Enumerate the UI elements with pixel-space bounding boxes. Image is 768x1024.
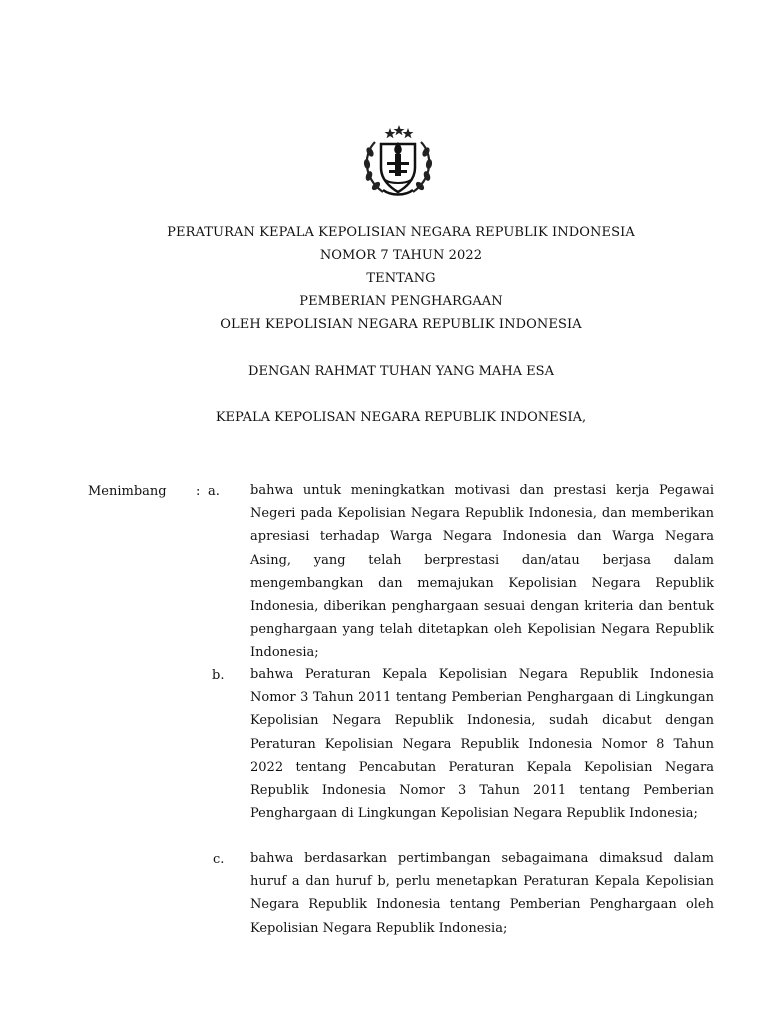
regulation-title — [0, 222, 768, 337]
item-text-b: bahwa Peraturan Kepala Kepolisian Negara Republik Indonesia Nomor 3 Tahun 2011 tentang Pemberian Penghargaan di Lingkungan Kepolisian Negara Republik Indonesia, sudah dicabut dengan Peraturan Kepolisian Negara Republik Indonesia Nomor 8 Tahun 2022 tentang Pencabutan Peraturan Kepala Kepolisian Negara Republik Indonesia Nomor 3 Tahun 2011 tentang Pemberian Penghargaan di Lingkungan Kepolisian Negara Republik Indonesia; — [250, 667, 714, 822]
title-line-4: PEMBERIAN PENGHARGAAN — [299, 294, 503, 309]
menimbang-label: Menimbang — [88, 484, 167, 499]
authority-line: KEPALA KEPOLISAN NEGARA REPUBLIK INDONESIA, — [215, 410, 587, 425]
title-line-2: NOMOR 7 TAHUN 2022 — [319, 248, 483, 263]
item-text-c: bahwa berdasarkan pertimbangan sebagaimana dimaksud dalam huruf a dan huruf b, perlu menetapkan Peraturan Kepala Kepolisian Negara Republik Indonesia tentang Pemberian Penghargaan oleh Kepolisian Negara Republik Indonesia; — [250, 851, 714, 936]
invocation: DENGAN RAHMAT TUHAN YANG MAHA ESA — [248, 364, 554, 379]
item-letter-c: c. — [213, 852, 225, 867]
title-line-1: PERATURAN KEPALA KEPOLISIAN NEGARA REPUBLIK INDONESIA — [167, 225, 635, 240]
item-letter-a: a. — [208, 484, 220, 499]
police-emblem-icon — [353, 122, 443, 198]
item-letter-b: b. — [212, 668, 225, 683]
title-line-5: OLEH KEPOLISIAN NEGARA REPUBLIK INDONESIA — [220, 317, 582, 332]
item-text-a: bahwa untuk meningkatkan motivasi dan prestasi kerja Pegawai Negeri pada Kepolisian Negara Republik Indonesia, dan memberikan apresiasi terhadap Warga Negara Indonesia dan Warga Negara Asing, yang telah berprestasi dan/atau berjasa dalam mengembangkan dan memajukan Kepolisian Negara Republik Indonesia, diberikan penghargaan sesuai dengan kriteria dan bentuk penghargaan yang telah ditetapkan oleh Kepolisian Negara Republik Indonesia; — [250, 483, 714, 661]
menimbang-colon: : — [196, 484, 201, 499]
title-line-3: TENTANG — [366, 271, 436, 286]
